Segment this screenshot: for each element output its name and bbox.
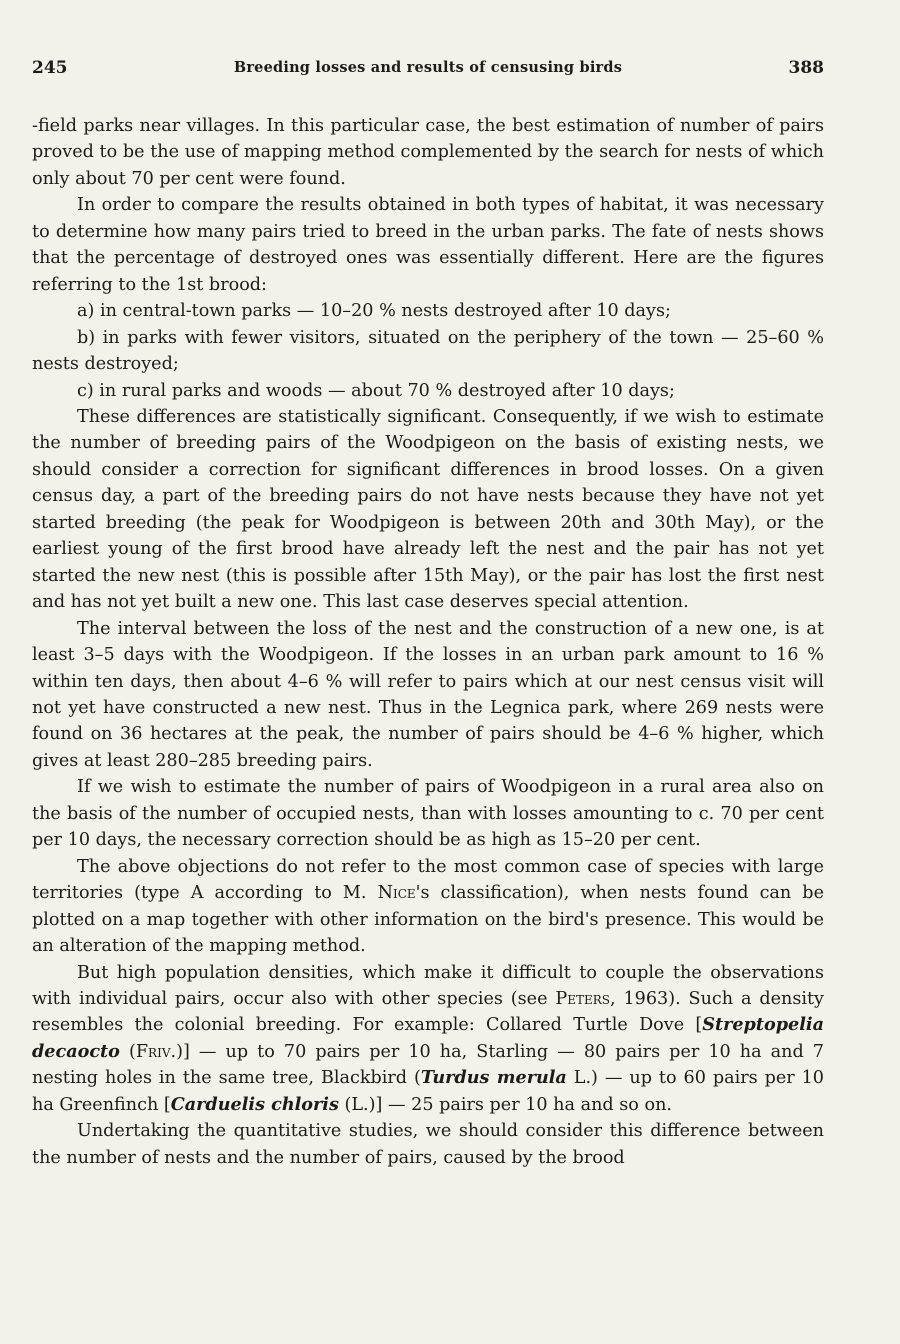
text-run: .)] — up to 70 pairs per 10 ha, Starling — 80 pairs per 10 ha and 7 nesting holes in the same tree, Blackbird ( xyxy=(32,1041,824,1089)
author-name: Peters xyxy=(555,988,610,1009)
species-name: Turdus merula xyxy=(420,1067,567,1089)
text-run: L.) — up to 60 pairs per 10 ha Greenfinch [ xyxy=(32,1068,824,1115)
text-run: (L.)] — 25 pairs per 10 ha and so on. xyxy=(338,1094,672,1115)
text-run: But high population densities, which make it difficult to couple the observations with individual pairs, occur also with other species (see xyxy=(32,962,824,1009)
paragraph-3: These differences are statistically significant. Consequently, if we wish to estimate the number of breeding pairs of the Woodpigeon on the basis of existing nests, we should consider a correction for significant differences in brood losses. On a given census day, a part of the breeding pairs do not have nests because they have not yet started breeding (the peak for Woodpigeon is between 20th and 30th May), or the earliest young of the first brood have already left the nest and the pair has not yet started the new nest (this is possible after 15th May), or the pair has lost the first nest and has not yet built a new one. This last case deserves special attention. xyxy=(32,406,824,613)
author-name: Nice xyxy=(377,883,416,904)
list-item-c: c) in rural parks and woods — about 70 % destroyed after 10 days; xyxy=(77,380,675,401)
species-name: Streptopelia decaocto xyxy=(32,1014,824,1062)
running-title: Breeding losses and results of censusing birds xyxy=(233,59,623,76)
paragraph-1: -field parks near villages. In this particular case, the best estimation of number of pairs proved to be the use of mapping method complemented by the search for nests of which only about 70 per cent were found. xyxy=(32,116,824,189)
body-text xyxy=(32,113,824,1171)
species-name: Carduelis chloris xyxy=(170,1093,339,1115)
paragraph-2: In order to compare the results obtained in both types of habitat, it was necessary to determine how many pairs tried to breed in the urban parks. The fate of nests shows that the percentage of destroyed ones was essentially different. Here are the figures referring to the 1st brood: xyxy=(32,195,824,295)
list-item-b: b) in parks with fewer visitors, situated on the periphery of the town — 25–60 % nests destroyed; xyxy=(32,327,824,375)
text-run: , 1963). Such a density resembles the colonial breeding. For example: Collared Turtle Dove [ xyxy=(32,988,824,1036)
list-item-a: a) in central-town parks — 10–20 % nests destroyed after 10 days; xyxy=(77,301,671,322)
text-run: 's classification), when nests found can be plotted on a map together with other information on the bird's presence. This would be an alteration of the mapping method. xyxy=(32,883,824,957)
page-number-left: 245 xyxy=(32,58,68,78)
paragraph-4: The interval between the loss of the nest and the construction of a new one, is at least 3–5 days with the Woodpigeon. If the losses in an urban park amount to 16 % within ten days, then about 4–6 % will refer to pairs which at our nest census visit will not yet have constructed a new nest. Thus in the Legnica park, where 269 nests were found on 36 hectares at the peak, the number of pairs should be 4–6 % higher, which gives at least 280–285 breeding pairs. xyxy=(32,618,824,771)
author-name: Friv xyxy=(135,1041,171,1062)
text-run: The above objections do not refer to the most common case of species with large territories (type A according to M. xyxy=(32,856,824,904)
running-header xyxy=(32,58,824,86)
page-number-right: 388 xyxy=(788,58,824,78)
paragraph-7 xyxy=(32,960,824,1119)
paragraph-5: If we wish to estimate the number of pairs of Woodpigeon in a rural area also on the basis of the number of occupied nests, than with losses amounting to c. 70 per cent per 10 days, the necessary correction should be as high as 15–20 per cent. xyxy=(32,777,824,851)
paragraph-6 xyxy=(32,854,824,960)
paragraph-8: Undertaking the quantitative studies, we should consider this difference between the number of nests and the number of pairs, caused by the brood xyxy=(32,1121,824,1168)
text-run: ( xyxy=(119,1041,136,1062)
